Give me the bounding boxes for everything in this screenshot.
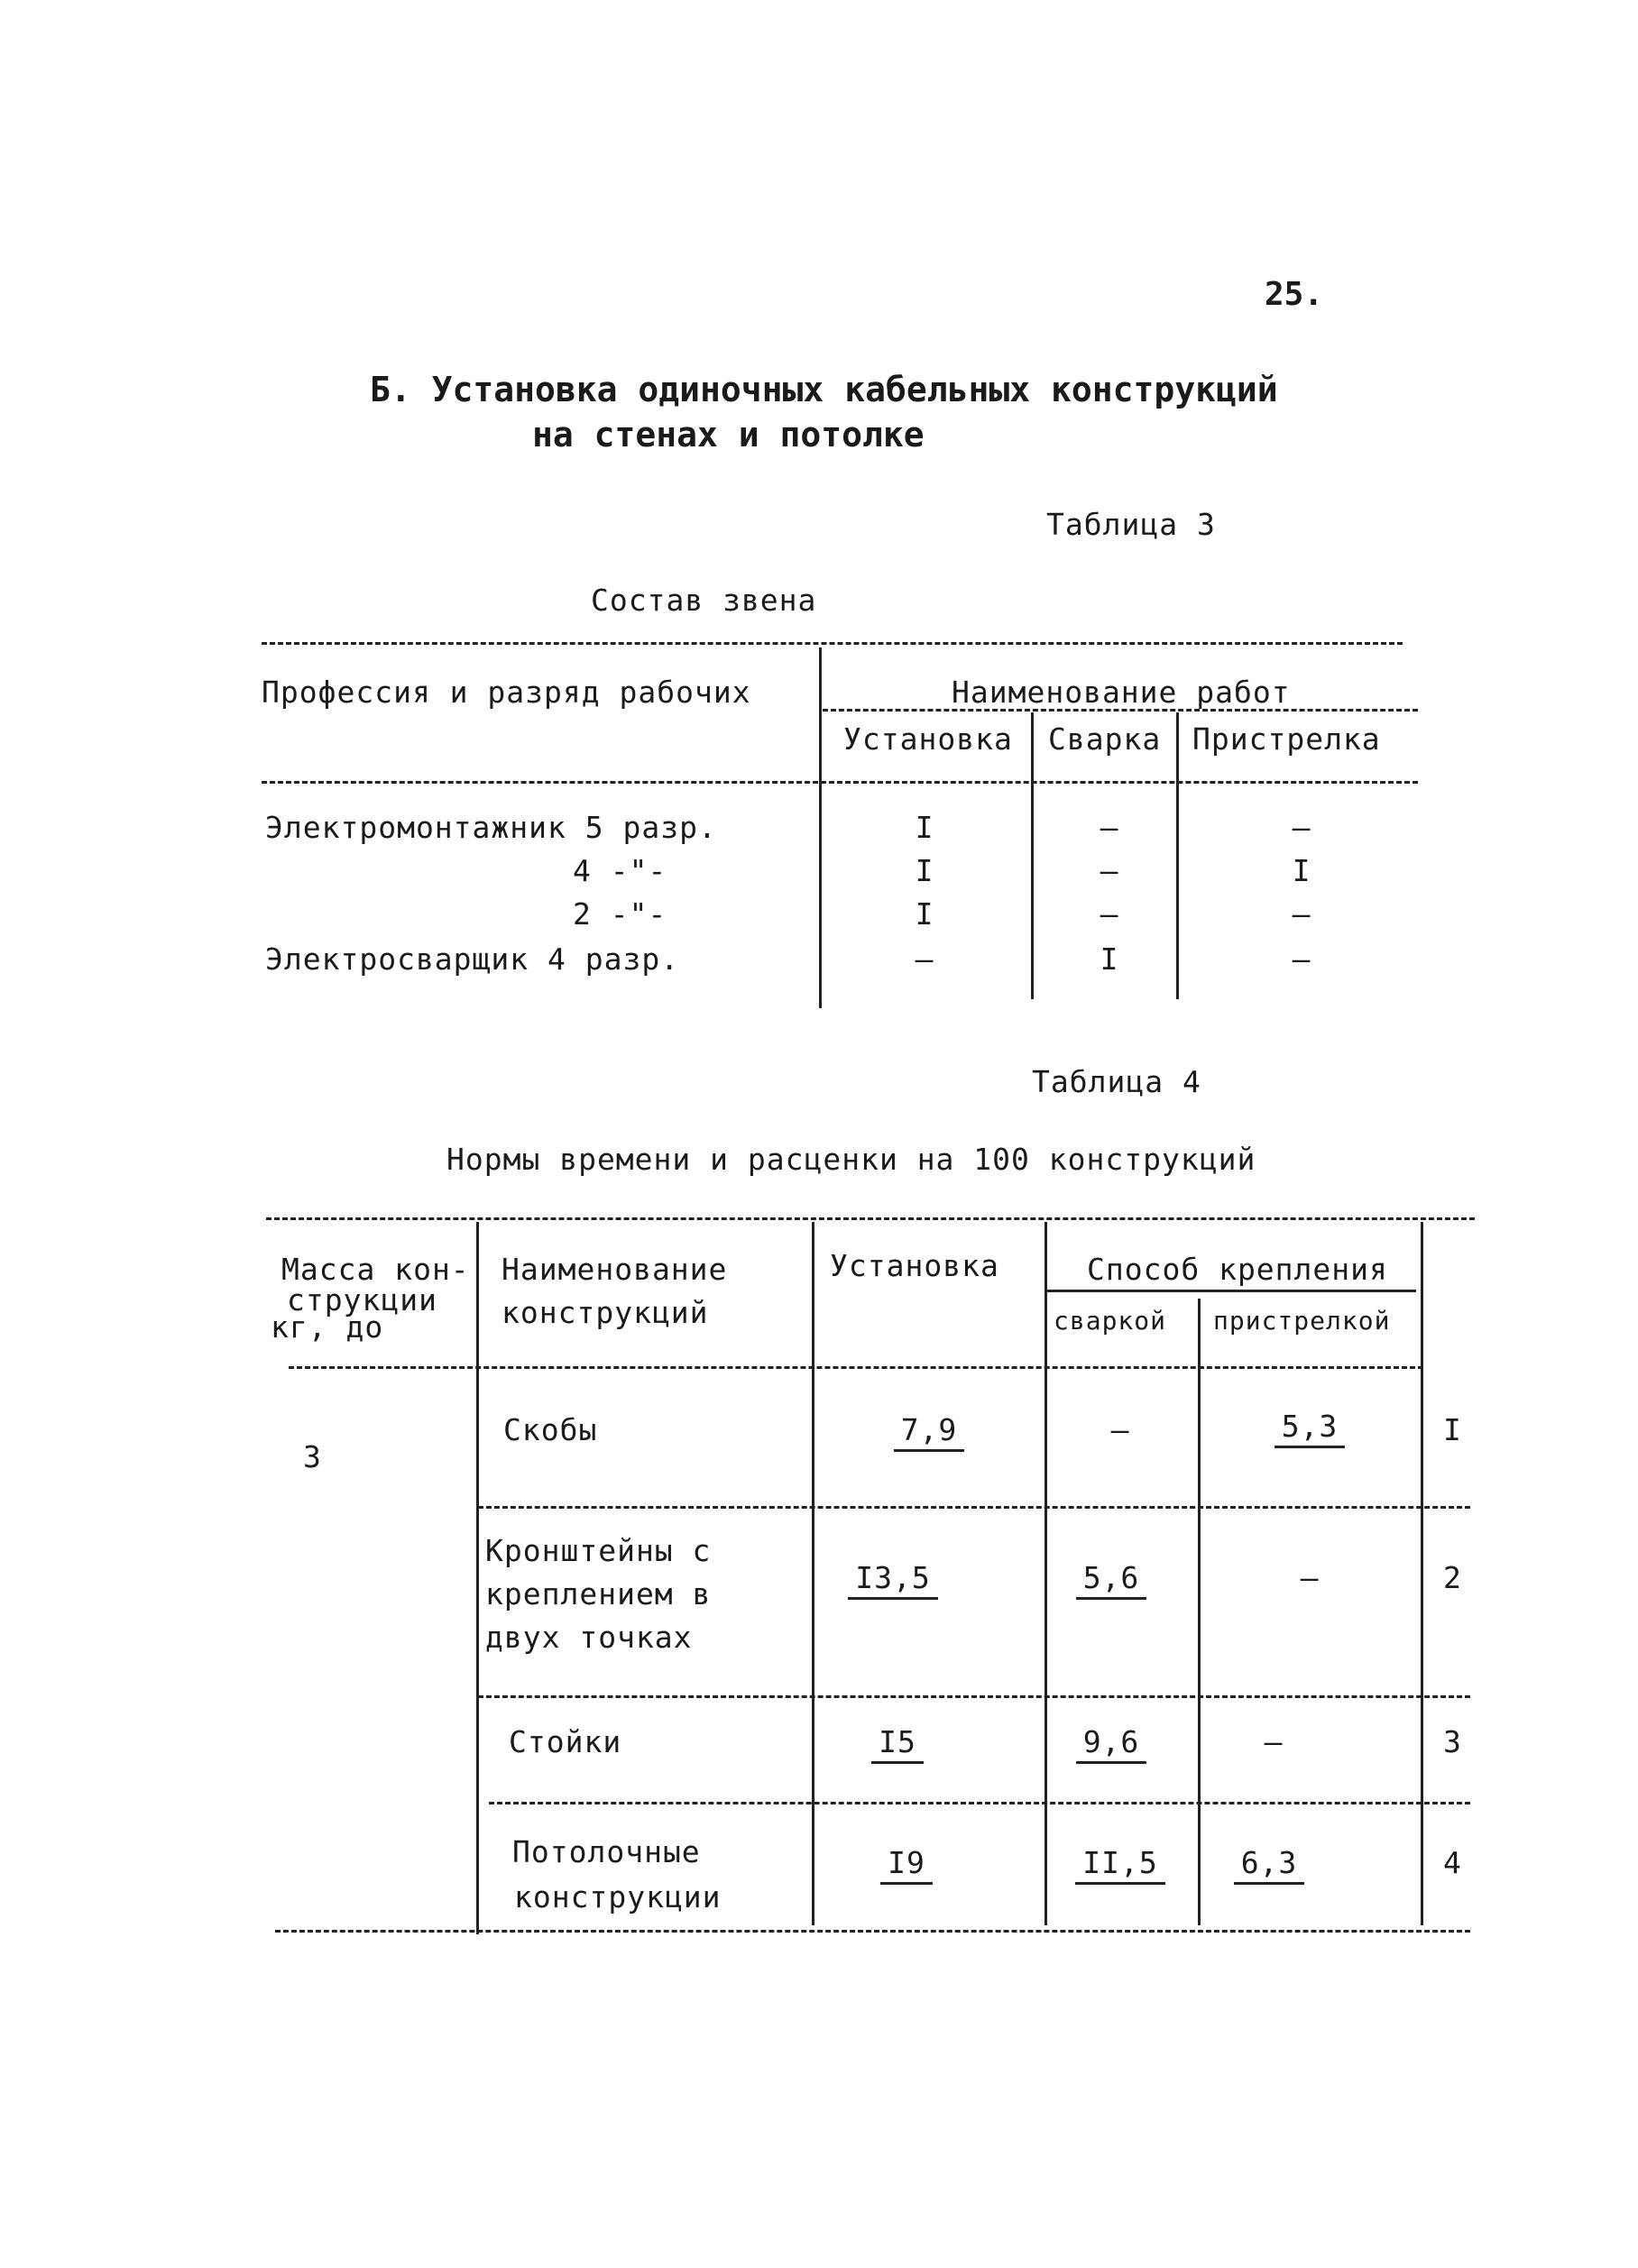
table4-row2-install-cell — [816, 1560, 970, 1595]
table4-row3-install: I5 — [871, 1724, 924, 1764]
table4-row1-shot-cell — [1201, 1409, 1418, 1444]
table4-row3-rule — [489, 1802, 1470, 1804]
table4-row1-install-cell — [816, 1412, 1042, 1447]
table3-row3-shot: – — [1292, 896, 1311, 932]
table4-fastening-rule — [1046, 1290, 1416, 1292]
table4-row3-install-cell — [816, 1724, 979, 1759]
table4-row2-weld: 5,6 — [1076, 1560, 1147, 1600]
table3-top-rule — [262, 642, 1403, 645]
table4-row1-install: 7,9 — [894, 1412, 965, 1452]
table4-col-mass-l1: Масса кон- — [281, 1252, 470, 1287]
table4-row4-shot-cell — [1201, 1845, 1337, 1880]
table3-subcol-shot: Пристрелка — [1192, 721, 1381, 757]
table3-row4-install: – — [915, 941, 934, 977]
table4-row4-install-cell — [816, 1845, 997, 1880]
table4-vline-5 — [1421, 1222, 1423, 1925]
table4-mass-value: 3 — [303, 1439, 322, 1474]
table4-col-fastening: Способ крепления — [1087, 1252, 1388, 1287]
table3-row4-profession: Электросварщик 4 разр. — [265, 941, 680, 977]
table4-row1-name: Скобы — [503, 1412, 598, 1447]
table4-header-rule — [289, 1366, 1423, 1369]
table4-row1-rule — [478, 1506, 1470, 1509]
table3-row2-shot: I — [1292, 853, 1311, 888]
table3-row2-install: I — [915, 853, 934, 888]
table4-row3-weld: 9,6 — [1076, 1724, 1147, 1764]
table4-row1-shot: 5,3 — [1275, 1409, 1346, 1448]
table4-row3-num: 3 — [1443, 1724, 1462, 1759]
table3-col-group: Наименование работ — [952, 675, 1291, 710]
table3-row3-install: I — [915, 896, 934, 932]
table4-row2-weld-cell — [1048, 1560, 1174, 1595]
table3-row4-shot: – — [1292, 941, 1311, 977]
table3-divider-2 — [1031, 712, 1034, 999]
table4-row2-rule — [478, 1695, 1470, 1698]
table4-col-mass-l2: струкции — [287, 1282, 437, 1318]
table4-col-name-l1: Наименование — [502, 1252, 728, 1287]
table3-col-profession: Профессия и разряд рабочих — [262, 675, 751, 710]
table3-subcol-weld: Сварка — [1048, 721, 1162, 757]
table4-row3-shot: – — [1264, 1724, 1284, 1759]
table4-label: Таблица 4 — [1032, 1064, 1201, 1099]
table4-col-name-l2: конструкций — [502, 1295, 709, 1330]
table4-row4-shot: 6,3 — [1234, 1845, 1305, 1885]
table4-col-install: Установка — [830, 1248, 999, 1283]
table4-row2-name-l3: двух точках — [485, 1620, 693, 1655]
table4-col-shot: пристрелкой — [1213, 1306, 1391, 1336]
page-number: 25. — [1265, 276, 1324, 313]
table4-row1-num: I — [1443, 1412, 1462, 1447]
table4-row4-weld-cell — [1048, 1845, 1192, 1880]
table4-row4-weld: II,5 — [1075, 1845, 1164, 1885]
table3-subcol-install: Установка — [843, 721, 1013, 757]
table3-divider-main — [819, 647, 822, 1008]
table4-row1-weld: – — [1110, 1412, 1130, 1447]
table3-row2-weld: – — [1100, 853, 1119, 888]
table4-row3-weld-cell — [1048, 1724, 1174, 1759]
table4-row4-install: I9 — [880, 1845, 933, 1885]
table3-row1-shot: – — [1292, 810, 1311, 845]
table4-row2-shot: – — [1300, 1560, 1320, 1595]
table3-row1-profession: Электромонтажник 5 разр. — [265, 810, 717, 845]
table4-top-rule — [266, 1217, 1475, 1220]
table4-row4-name-l1: Потолочные — [512, 1834, 701, 1869]
table3-header-rule — [262, 781, 1418, 784]
table3-row2-profession: 4 -"- — [573, 853, 667, 888]
table4-row2-num: 2 — [1443, 1560, 1462, 1595]
table3-caption: Состав звена — [591, 583, 817, 618]
table3-row1-weld: – — [1100, 810, 1119, 845]
table3-row1-install: I — [915, 810, 934, 845]
table4-vline-1 — [476, 1222, 479, 1934]
table4-vline-3 — [1044, 1222, 1047, 1925]
table4-col-mass-l3: кг, до — [271, 1309, 384, 1345]
table4-col-weld: сваркой — [1054, 1306, 1167, 1336]
table3-divider-3 — [1176, 712, 1179, 999]
table3-label: Таблица 3 — [1046, 507, 1216, 542]
table4-row2-install: I3,5 — [848, 1560, 937, 1600]
table4-row2-name-l1: Кронштейны с — [485, 1533, 712, 1568]
table4-row4-num: 4 — [1443, 1845, 1462, 1880]
table4-bottom-rule — [275, 1930, 1470, 1933]
section-title-line1: Б. Установка одиночных кабельных конструкций — [370, 370, 1278, 409]
table4-vline-4 — [1198, 1299, 1201, 1925]
table4-row2-name-l2: креплением в — [485, 1576, 712, 1611]
table3-row3-weld: – — [1100, 896, 1119, 932]
table3-group-rule — [823, 709, 1418, 712]
table4-vline-2 — [812, 1222, 814, 1925]
table4-row3-name: Стойки — [509, 1724, 622, 1759]
table4-caption: Нормы времени и расценки на 100 конструкций — [446, 1142, 1256, 1177]
table3-row3-profession: 2 -"- — [573, 896, 667, 932]
table4-row4-name-l2: конструкции — [514, 1879, 722, 1914]
table3-row4-weld: I — [1100, 941, 1119, 977]
section-title-line2: на стенах и потолке — [532, 415, 925, 455]
